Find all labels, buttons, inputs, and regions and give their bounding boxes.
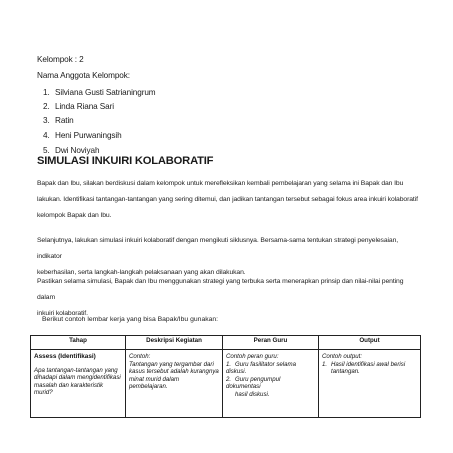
list-item: 1. Hasil identifikasi awal berisi bbox=[322, 360, 406, 368]
list-item: 1. Silviana Gusti Satrianingrum bbox=[43, 88, 156, 97]
cell-peran-guru: Contoh peran guru: 1. Guru fasilitator selama diskusi. 2. Guru pengumpul dokumentasi hasil diskusi. bbox=[223, 350, 319, 418]
worksheet-table bbox=[30, 335, 421, 418]
header-output: Output bbox=[319, 336, 421, 350]
members-heading: Nama Anggota Kelompok: bbox=[37, 71, 130, 80]
paragraph-1: Bapak dan Ibu, silakan berdiskusi dalam kelompok untuk merefleksikan kembali pembelajaran yang selama ini Bapak dan Ibu lakukan. Identifikasi tantangan-tantangan yang sering ditemui, dan jadikan tantangan tersebut sebagai fokus area inkuiri kolaboratif kelompok Bapak dan Ibu. bbox=[37, 180, 418, 219]
table-intro: Berikut contoh lembar kerja yang bisa Bapak/Ibu gunakan: bbox=[42, 316, 219, 323]
header-deskripsi: Deskripsi Kegiatan bbox=[126, 336, 223, 350]
paragraph-2: Selanjutnya, lakukan simulasi inkuiri kolaboratif dengan mengikuti siklusnya. Bersama-sama tentukan strategi penyelesaian, indikator keberhasilan, serta langkah-langkah pelaksanaan yang akan dilakukan. bbox=[37, 237, 399, 276]
table-header-row bbox=[31, 336, 421, 350]
table-row bbox=[31, 350, 421, 418]
header-peran-guru: Peran Guru bbox=[223, 336, 319, 350]
cell-deskripsi: Contoh: Tantangan yang tergambar dari kasus tersebut adalah kurangnya minat murid dalam pembelajaran. bbox=[126, 350, 223, 418]
list-item: 2. Guru pengumpul dokumentasi bbox=[226, 375, 281, 391]
list-item: 2. Linda Riana Sari bbox=[43, 102, 114, 111]
cell-tahap: Assess (Identifikasi) Apa tantangan-tantangan yang dihadapi dalam mengidentifikasi masalah dan karakteristik murid? bbox=[31, 350, 126, 418]
group-label: Kelompok : 2 bbox=[37, 55, 84, 64]
cell-output: Contoh output: 1. Hasil identifikasi awal berisi tantangan. bbox=[319, 350, 421, 418]
header-tahap: Tahap bbox=[31, 336, 126, 350]
stage-title: Assess (Identifikasi) bbox=[34, 353, 96, 360]
list-item: 3. Ratin bbox=[43, 116, 74, 125]
page-title: SIMULASI INKUIRI KOLABORATIF bbox=[37, 155, 214, 167]
list-item: 1. Guru fasilitator selama diskusi. bbox=[226, 360, 296, 376]
paragraph-3: Pastikan selama simulasi, Bapak dan Ibu menggunakan strategi yang terbuka serta menerapkan prinsip dan nilai-nilai penting dalam inkuiri kolaboratif. bbox=[37, 278, 404, 317]
list-item: 5. Dwi Noviyah bbox=[43, 146, 100, 155]
list-item: 4. Heni Purwaningsih bbox=[43, 131, 122, 140]
